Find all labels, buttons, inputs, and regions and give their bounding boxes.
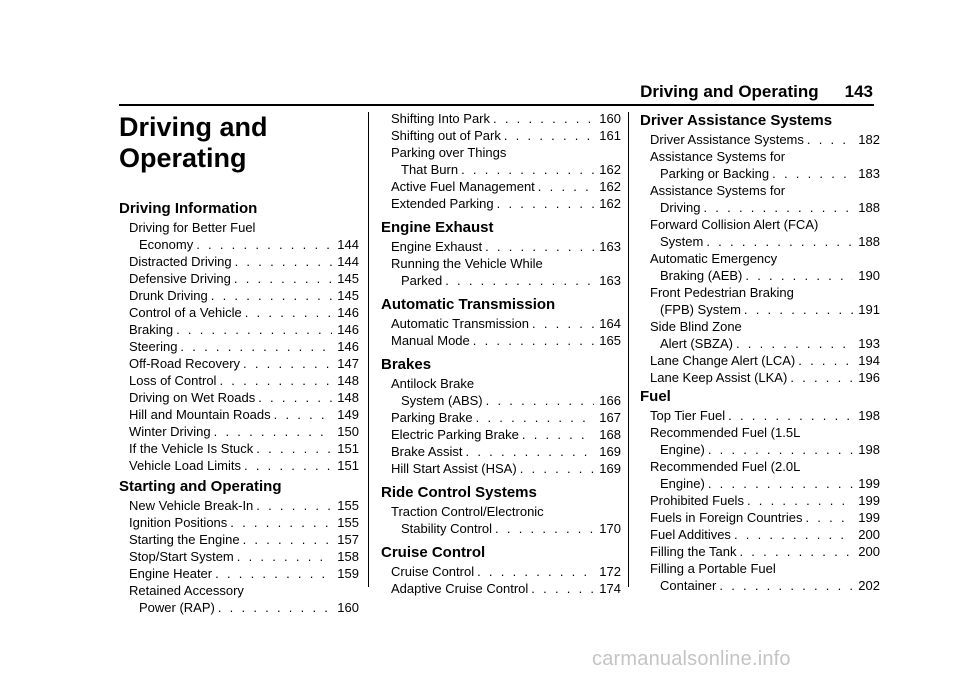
toc-entry-label: Driver Assistance Systems [650, 132, 804, 147]
toc-page-number: 162 [599, 179, 621, 194]
toc-entry-label: Engine Heater [129, 566, 213, 581]
toc-page-number: 144 [337, 237, 359, 252]
toc-entry-label: Winter Driving [129, 424, 211, 439]
dot-leader [497, 195, 594, 212]
section-title: Brakes [381, 356, 432, 373]
toc-entry[interactable] [640, 492, 880, 509]
toc-entry[interactable] [119, 531, 359, 548]
toc-entry[interactable] [119, 423, 359, 440]
dot-leader [493, 110, 594, 127]
toc-entry[interactable] [640, 441, 880, 458]
toc-page-number: 198 [858, 442, 880, 457]
toc-entry-line: Side Blind Zone [650, 319, 742, 334]
toc-page-number: 147 [337, 356, 359, 371]
toc-entry[interactable] [119, 565, 359, 582]
toc-entry-label: Parking Brake [391, 410, 473, 425]
toc-entry-label: Lane Change Alert (LCA) [650, 353, 796, 368]
toc-entry-label: Driving on Wet Roads [129, 390, 256, 405]
toc-page-number: 182 [858, 132, 880, 147]
toc-page-number: 200 [858, 527, 880, 542]
toc-entry-label: Hill Start Assist (HSA) [391, 461, 517, 476]
dot-leader [245, 304, 332, 321]
toc-entry[interactable] [119, 406, 359, 423]
dot-leader [476, 409, 594, 426]
dot-leader [258, 389, 332, 406]
toc-entry[interactable] [640, 131, 880, 148]
dot-leader [706, 233, 853, 250]
toc-entry-label: If the Vehicle Is Stuck [129, 441, 254, 456]
dot-leader [243, 355, 332, 372]
dot-leader [798, 352, 853, 369]
toc-entry-label: Off-Road Recovery [129, 356, 241, 371]
toc-page-number: 161 [599, 128, 621, 143]
toc-entry[interactable] [381, 392, 621, 409]
toc-entry[interactable] [119, 389, 359, 406]
toc-entry-label: Power (RAP) [139, 600, 215, 615]
dot-leader [211, 287, 332, 304]
toc-entry[interactable] [381, 238, 621, 255]
toc-page-number: 188 [858, 234, 880, 249]
toc-entry-label: Parked [401, 273, 443, 288]
dot-leader [466, 443, 594, 460]
section-title: Starting and Operating [119, 478, 282, 495]
toc-entry[interactable] [381, 332, 621, 349]
toc-page-number: 169 [599, 444, 621, 459]
toc-entry[interactable] [640, 335, 880, 352]
toc-entry-label: (FPB) System [660, 302, 741, 317]
toc-entry-label: Steering [129, 339, 178, 354]
toc-page-number: 199 [858, 510, 880, 525]
dot-leader [739, 543, 853, 560]
toc-entry-label: Parking or Backing [660, 166, 770, 181]
dot-leader [485, 238, 594, 255]
toc-page-number: 155 [337, 498, 359, 513]
toc-entry-line: Filling a Portable Fuel [650, 561, 776, 576]
dot-leader [790, 369, 853, 386]
toc-entry[interactable] [640, 577, 880, 594]
toc-page-number: 146 [337, 305, 359, 320]
column-divider-1 [368, 112, 369, 587]
toc-entry-label: Filling the Tank [650, 544, 737, 559]
toc-entry-label: Top Tier Fuel [650, 408, 726, 423]
toc-page-number: 160 [599, 111, 621, 126]
toc-entry[interactable] [640, 301, 880, 318]
dot-leader [703, 199, 853, 216]
toc-page-number: 159 [337, 566, 359, 581]
dot-leader [719, 577, 853, 594]
dot-leader [235, 253, 332, 270]
toc-page-number: 196 [858, 370, 880, 385]
toc-entry-label: Fuel Additives [650, 527, 731, 542]
toc-column-3 [640, 110, 880, 594]
toc-entry-line: Antilock Brake [391, 376, 475, 391]
toc-entry-line: Assistance Systems for [650, 149, 786, 164]
header-section-title: Driving and Operating [640, 82, 819, 101]
toc-entry[interactable] [119, 457, 359, 474]
dot-leader [214, 423, 332, 440]
dot-leader [772, 165, 853, 182]
toc-page-number: 160 [337, 600, 359, 615]
toc-entry-label: Hill and Mountain Roads [129, 407, 271, 422]
toc-entry-label: Adaptive Cruise Control [391, 581, 529, 596]
dot-leader [520, 460, 594, 477]
dot-leader [504, 127, 594, 144]
section-title: Cruise Control [381, 544, 486, 561]
toc-entry-label: Cruise Control [391, 564, 475, 579]
toc-entry-label: Loss of Control [129, 373, 217, 388]
toc-entry-label: Active Fuel Management [391, 179, 535, 194]
toc-entry[interactable] [381, 110, 621, 127]
toc-entry[interactable] [381, 460, 621, 477]
toc-entry[interactable] [381, 426, 621, 443]
toc-page-number: 169 [599, 461, 621, 476]
dot-leader [234, 270, 332, 287]
column-2-sections [381, 110, 621, 597]
toc-page-number: 150 [337, 424, 359, 439]
dot-leader [218, 599, 332, 616]
toc-page-number: 190 [858, 268, 880, 283]
dot-leader [531, 580, 594, 597]
toc-page-number: 155 [337, 515, 359, 530]
toc-page-number: 168 [599, 427, 621, 442]
toc-entry[interactable] [119, 355, 359, 372]
toc-entry-label: Shifting Into Park [391, 111, 490, 126]
toc-page-number: 146 [337, 322, 359, 337]
section-title: Driving Information [119, 200, 258, 217]
header-rule [119, 104, 874, 106]
dot-leader [230, 514, 332, 531]
toc-page-number: 202 [858, 578, 880, 593]
toc-entry-line: Assistance Systems for [650, 183, 786, 198]
dot-leader [728, 407, 853, 424]
toc-entry-label: Engine) [660, 442, 705, 457]
dot-leader [744, 301, 853, 318]
toc-entry-label: Distracted Driving [129, 254, 232, 269]
toc-page-number: 146 [337, 339, 359, 354]
section-title: Fuel [640, 388, 671, 405]
toc-page-number: 151 [337, 441, 359, 456]
toc-page-number: 162 [599, 162, 621, 177]
toc-entry-line: Automatic Emergency [650, 251, 778, 266]
toc-page-number: 191 [858, 302, 880, 317]
toc-entry-label: Electric Parking Brake [391, 427, 519, 442]
toc-entry-label: Economy [139, 237, 194, 252]
toc-entry-label: System (ABS) [401, 393, 483, 408]
toc-entry[interactable] [119, 253, 359, 270]
toc-page-number: 200 [858, 544, 880, 559]
toc-page-number: 165 [599, 333, 621, 348]
toc-page-number: 163 [599, 273, 621, 288]
toc-entry[interactable] [640, 199, 880, 216]
toc-page-number: 151 [337, 458, 359, 473]
section-title: Engine Exhaust [381, 219, 494, 236]
toc-page-number: 158 [337, 549, 359, 564]
chapter-title: Driving and Operating [119, 112, 268, 173]
toc-entry-line: Recommended Fuel (1.5L [650, 425, 801, 440]
toc-entry[interactable] [640, 267, 880, 284]
toc-page-number: 157 [337, 532, 359, 547]
dot-leader [180, 338, 332, 355]
toc-entry-line: Running the Vehicle While [391, 256, 543, 271]
toc-entry[interactable] [640, 543, 880, 560]
toc-entry-label: Prohibited Fuels [650, 493, 744, 508]
running-header [640, 82, 873, 102]
toc-entry[interactable] [119, 514, 359, 531]
toc-entry-label: Drunk Driving [129, 288, 208, 303]
dot-leader [538, 178, 594, 195]
dot-leader [256, 497, 332, 514]
dot-leader [745, 267, 853, 284]
toc-entry-label: System [660, 234, 704, 249]
toc-page-number: 148 [337, 373, 359, 388]
toc-entry[interactable] [381, 272, 621, 289]
toc-entry[interactable] [640, 475, 880, 492]
toc-column-2 [381, 110, 621, 597]
dot-leader [196, 236, 332, 253]
toc-page-number: 170 [599, 521, 621, 536]
toc-page-number: 164 [599, 316, 621, 331]
toc-entry[interactable] [119, 338, 359, 355]
toc-entry-line: Forward Collision Alert (FCA) [650, 217, 819, 232]
dot-leader [708, 475, 853, 492]
toc-entry-label: Driving [660, 200, 701, 215]
toc-entry[interactable] [119, 236, 359, 253]
toc-entry-line: Retained Accessory [129, 583, 244, 598]
toc-entry[interactable] [640, 526, 880, 543]
toc-entry-label: Container [660, 578, 717, 593]
dot-leader [736, 335, 853, 352]
toc-entry-label: Starting the Engine [129, 532, 240, 547]
toc-entry-line: Driving for Better Fuel [129, 220, 256, 235]
toc-page-number: 144 [337, 254, 359, 269]
dot-leader [807, 131, 853, 148]
dot-leader [805, 509, 853, 526]
toc-entry[interactable] [381, 520, 621, 537]
toc-entry[interactable] [119, 372, 359, 389]
toc-entry-label: Braking [129, 322, 174, 337]
toc-entry-label: Fuels in Foreign Countries [650, 510, 803, 525]
toc-entry-label: Engine Exhaust [391, 239, 483, 254]
toc-entry-line: Recommended Fuel (2.0L [650, 459, 801, 474]
toc-entry-label: Automatic Transmission [391, 316, 529, 331]
watermark: carmanualsonline.info [592, 648, 791, 670]
dot-leader [274, 406, 332, 423]
toc-entry-label: Braking (AEB) [660, 268, 743, 283]
dot-leader [461, 161, 594, 178]
toc-entry[interactable] [381, 443, 621, 460]
toc-page-number: 162 [599, 196, 621, 211]
toc-entry[interactable] [119, 304, 359, 321]
toc-entry-label: Vehicle Load Limits [129, 458, 242, 473]
toc-entry[interactable] [119, 440, 359, 457]
dot-leader [445, 272, 594, 289]
dot-leader [522, 426, 594, 443]
toc-entry[interactable] [381, 127, 621, 144]
toc-entry-label: Stop/Start System [129, 549, 234, 564]
section-title: Automatic Transmission [381, 296, 556, 313]
toc-entry[interactable] [640, 165, 880, 182]
toc-page-number: 174 [599, 581, 621, 596]
toc-entry[interactable] [640, 509, 880, 526]
toc-entry-label: Manual Mode [391, 333, 470, 348]
dot-leader [734, 526, 853, 543]
column-1-sections [119, 200, 359, 616]
toc-entry[interactable] [119, 497, 359, 514]
header-page-number: 143 [844, 82, 873, 101]
column-divider-2 [628, 112, 629, 587]
dot-leader [219, 372, 332, 389]
toc-page-number: 198 [858, 408, 880, 423]
dot-leader [244, 457, 332, 474]
toc-entry-label: Control of a Vehicle [129, 305, 242, 320]
toc-entry-label: Lane Keep Assist (LKA) [650, 370, 788, 385]
toc-entry-label: Stability Control [401, 521, 493, 536]
dot-leader [237, 548, 332, 565]
toc-entry-label: Brake Assist [391, 444, 463, 459]
toc-entry-label: Ignition Positions [129, 515, 228, 530]
toc-entry[interactable] [381, 409, 621, 426]
toc-page-number: 199 [858, 493, 880, 508]
toc-entry[interactable] [119, 270, 359, 287]
toc-entry[interactable] [381, 315, 621, 332]
dot-leader [243, 531, 332, 548]
toc-page-number: 167 [599, 410, 621, 425]
toc-page-number: 163 [599, 239, 621, 254]
toc-page-number: 188 [858, 200, 880, 215]
toc-entry-label: Extended Parking [391, 196, 494, 211]
dot-leader [256, 440, 332, 457]
dot-leader [708, 441, 853, 458]
toc-entry[interactable] [640, 407, 880, 424]
column-3-sections [640, 112, 880, 594]
toc-entry-label: Engine) [660, 476, 705, 491]
toc-entry[interactable] [640, 233, 880, 250]
toc-page-number: 193 [858, 336, 880, 351]
toc-entry-label: Defensive Driving [129, 271, 231, 286]
toc-entry[interactable] [381, 178, 621, 195]
dot-leader [473, 332, 594, 349]
toc-page-number: 183 [858, 166, 880, 181]
toc-entry[interactable] [119, 321, 359, 338]
toc-entry[interactable] [119, 548, 359, 565]
toc-entry-line: Front Pedestrian Braking [650, 285, 794, 300]
toc-entry[interactable] [381, 580, 621, 597]
toc-entry-line: Parking over Things [391, 145, 507, 160]
toc-entry-label: New Vehicle Break-In [129, 498, 254, 513]
dot-leader [215, 565, 332, 582]
toc-entry[interactable] [640, 369, 880, 386]
dot-leader [495, 520, 594, 537]
toc-entry[interactable] [640, 352, 880, 369]
toc-page-number: 194 [858, 353, 880, 368]
toc-entry[interactable] [381, 161, 621, 178]
toc-entry-label: Alert (SBZA) [660, 336, 733, 351]
dot-leader [747, 492, 853, 509]
toc-entry[interactable] [381, 195, 621, 212]
toc-entry-label: That Burn [401, 162, 459, 177]
toc-page-number: 166 [599, 393, 621, 408]
toc-entry[interactable] [119, 599, 359, 616]
section-title: Ride Control Systems [381, 484, 537, 501]
toc-entry-line: Traction Control/Electronic [391, 504, 544, 519]
dot-leader [176, 321, 332, 338]
toc-entry-label: Shifting out of Park [391, 128, 501, 143]
toc-page-number: 148 [337, 390, 359, 405]
toc-entry[interactable] [119, 287, 359, 304]
toc-page-number: 172 [599, 564, 621, 579]
toc-page-number: 145 [337, 271, 359, 286]
toc-entry[interactable] [381, 563, 621, 580]
dot-leader [486, 392, 594, 409]
toc-page-number: 199 [858, 476, 880, 491]
dot-leader [532, 315, 594, 332]
toc-page-number: 149 [337, 407, 359, 422]
dot-leader [477, 563, 594, 580]
section-title: Driver Assistance Systems [640, 112, 833, 129]
toc-page-number: 145 [337, 288, 359, 303]
toc-column-1 [119, 110, 359, 616]
